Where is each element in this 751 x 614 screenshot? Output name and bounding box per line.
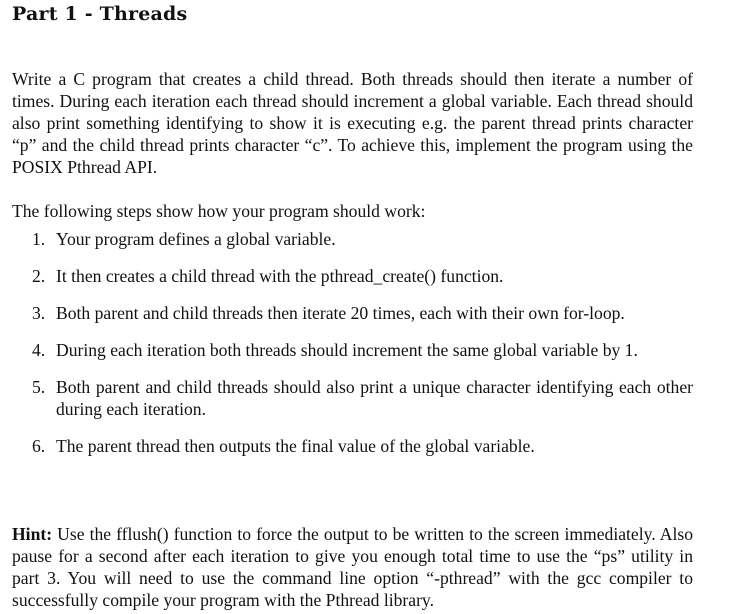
step-number: 3. bbox=[32, 303, 46, 323]
step-text: Both parent and child threads should also print a unique character identifying each other during each iteration. bbox=[56, 377, 693, 420]
step-number: 2. bbox=[32, 266, 46, 286]
step-item bbox=[32, 376, 693, 420]
step-text: Both parent and child threads then iterate 20 times, each with their own for-loop. bbox=[56, 303, 625, 323]
hint-text: Use the fflush() function to force the output to be written to the screen immediately. Also pause for a second after each iteration to give you enough total time to use the “ps” utility in part 3. You will need to use the command line option “-pthread” with the gcc compiler to successfully compile your program with the Pthread library. bbox=[12, 523, 693, 611]
step-text: It then creates a child thread with the pthread_create() function. bbox=[56, 266, 504, 286]
section-heading: Part 1 - Threads bbox=[12, 3, 188, 25]
step-item bbox=[32, 339, 693, 361]
step-text: The parent thread then outputs the final value of the global variable. bbox=[56, 436, 535, 457]
intro-paragraph: Write a C program that creates a child thread. Both threads should then iterate a number of times. During each iteration each thread should increment a global variable. Each thread should also print something identifying to show it is executing e.g. the parent thread prints character “p” and the child thread prints character “c”. To achieve this, implement the program using the POSIX Pthread API. bbox=[12, 68, 693, 178]
step-number: 5. bbox=[32, 377, 46, 397]
step-text: During each iteration both threads should increment the same global variable by 1. bbox=[56, 340, 638, 360]
steps-intro-paragraph: The following steps show how your program should work: bbox=[12, 200, 426, 221]
step-item bbox=[32, 435, 693, 457]
step-number: 1. bbox=[32, 229, 46, 249]
step-number: 6. bbox=[32, 436, 46, 457]
hint-paragraph bbox=[12, 523, 693, 612]
step-number: 4. bbox=[32, 340, 46, 360]
step-item bbox=[32, 228, 693, 250]
steps-list bbox=[32, 228, 693, 472]
hint-label: Hint: bbox=[12, 523, 53, 544]
step-item bbox=[32, 265, 693, 287]
step-text: Your program defines a global variable. bbox=[56, 229, 336, 249]
step-item bbox=[32, 302, 693, 324]
